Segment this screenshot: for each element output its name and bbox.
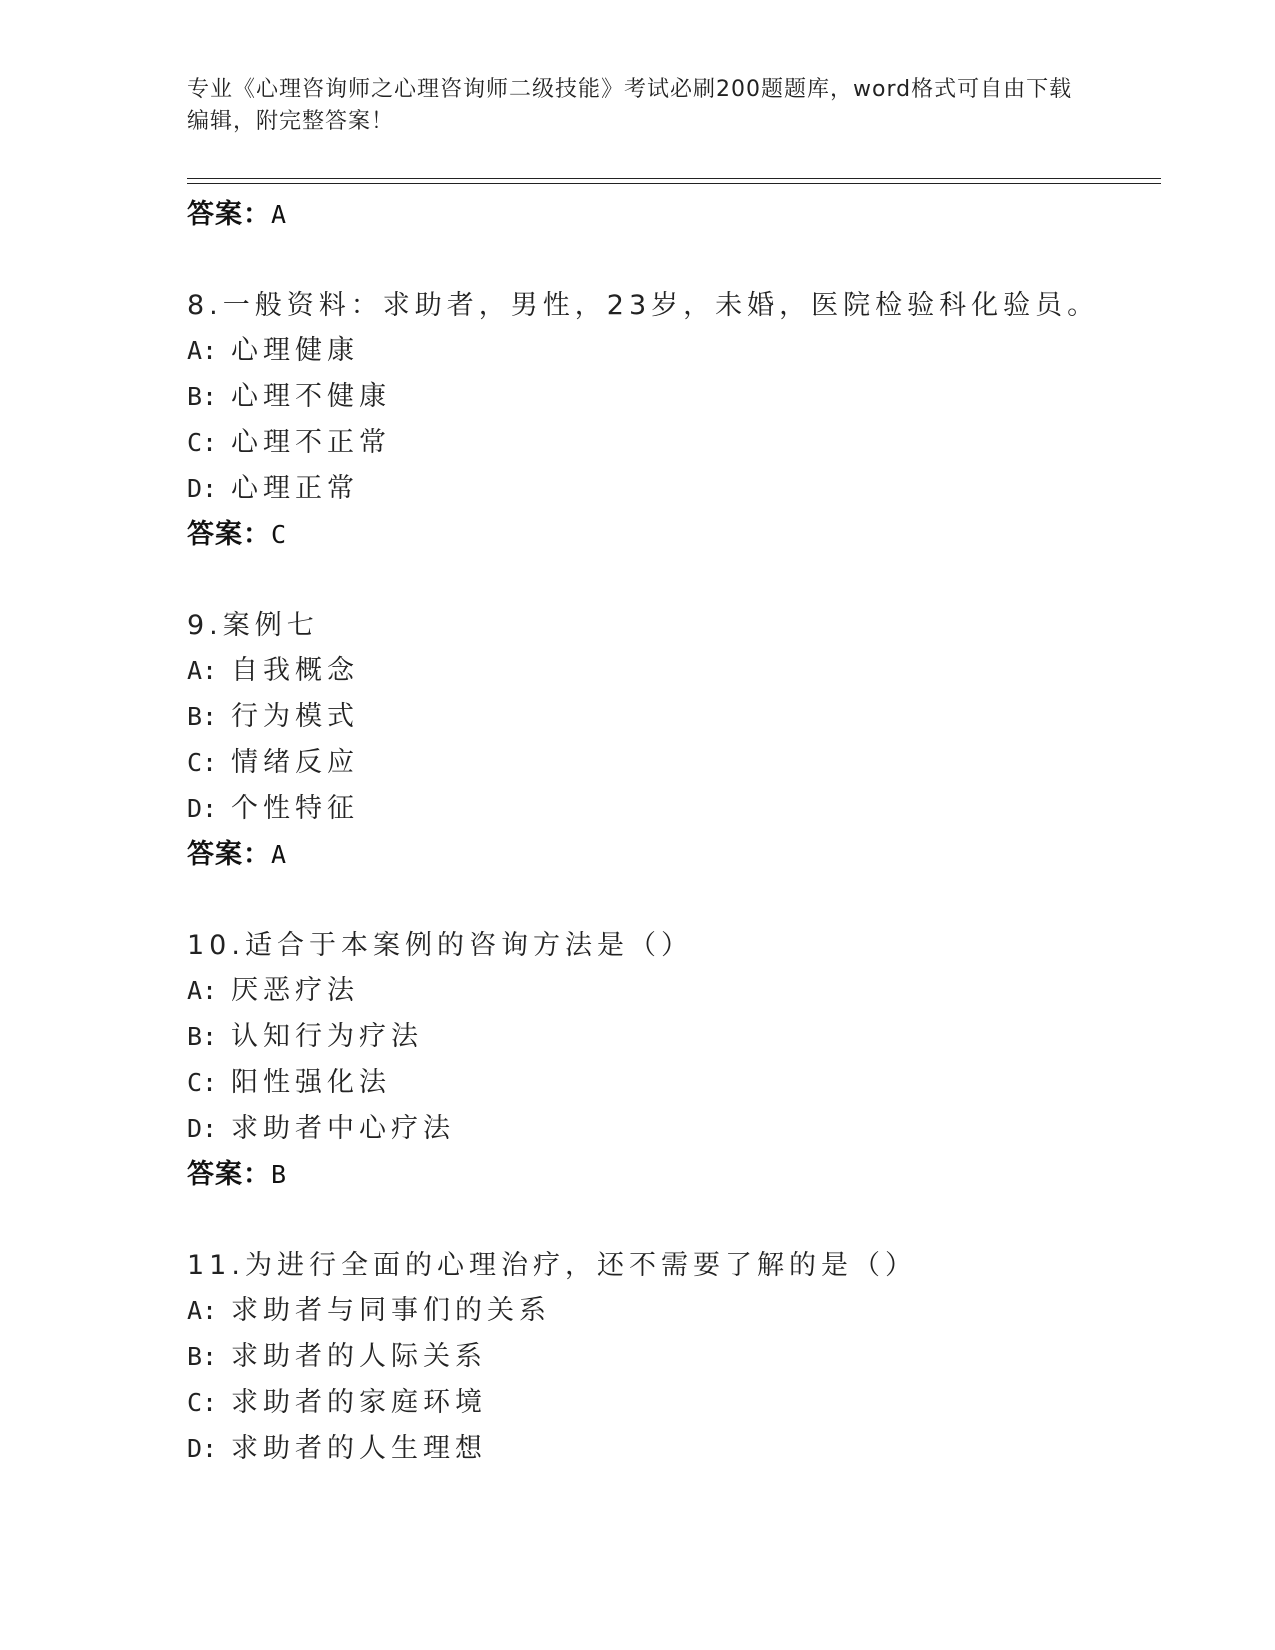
option-b <box>187 1334 1161 1380</box>
option-letter: A: <box>187 656 218 685</box>
answer-value: B <box>271 1160 288 1189</box>
option-d <box>187 466 1161 512</box>
question-list <box>187 192 1161 1472</box>
option-letter: C: <box>187 1388 218 1417</box>
question-stem: 9.案例七 <box>187 610 319 641</box>
option-a <box>187 648 1161 694</box>
option-text: 自我概念 <box>231 655 359 686</box>
option-letter: D: <box>187 794 218 823</box>
option-text: 心理不健康 <box>231 381 391 412</box>
answer-value: C <box>271 520 288 549</box>
option-letter: C: <box>187 1068 218 1097</box>
answer-label: 答案： <box>187 199 271 230</box>
option-letter: D: <box>187 1434 218 1463</box>
option-text: 情绪反应 <box>231 747 359 778</box>
option-text: 求助者中心疗法 <box>231 1113 455 1144</box>
option-text: 阳性强化法 <box>231 1067 391 1098</box>
answer-line <box>187 512 1161 557</box>
question-stem: 10.适合于本案例的咨询方法是（） <box>187 930 693 961</box>
option-text: 心理健康 <box>231 335 359 366</box>
option-text: 求助者的人生理想 <box>231 1433 487 1464</box>
option-c <box>187 1380 1161 1426</box>
option-letter: D: <box>187 474 218 503</box>
option-text: 认知行为疗法 <box>231 1021 423 1052</box>
answer-label: 答案： <box>187 1159 271 1190</box>
answer-value: A <box>271 840 288 869</box>
option-letter: B: <box>187 1022 218 1051</box>
answer-line <box>187 1152 1161 1197</box>
option-c <box>187 1060 1161 1106</box>
option-a <box>187 1288 1161 1334</box>
option-letter: B: <box>187 382 218 411</box>
header-text: 专业《心理咨询师之心理咨询师二级技能》考试必刷200题题库，word格式可自由下载编辑，附完整答案！ <box>187 77 1073 134</box>
option-c <box>187 420 1161 466</box>
option-a <box>187 968 1161 1014</box>
option-text: 厌恶疗法 <box>231 975 359 1006</box>
option-d <box>187 1426 1161 1472</box>
answer-value: A <box>271 200 288 229</box>
option-letter: B: <box>187 702 218 731</box>
option-text: 求助者的家庭环境 <box>231 1387 487 1418</box>
option-a <box>187 328 1161 374</box>
question-stem: 11.为进行全面的心理治疗，还不需要了解的是（） <box>187 1250 917 1281</box>
option-letter: C: <box>187 748 218 777</box>
option-letter: A: <box>187 336 218 365</box>
answer-line <box>187 192 1161 237</box>
option-b <box>187 374 1161 420</box>
option-letter: D: <box>187 1114 218 1143</box>
option-d <box>187 1106 1161 1152</box>
option-text: 行为模式 <box>231 701 359 732</box>
option-text: 心理不正常 <box>231 427 391 458</box>
option-letter: B: <box>187 1342 218 1371</box>
answer-line <box>187 832 1161 877</box>
option-b <box>187 694 1161 740</box>
header-divider-bottom <box>187 183 1161 184</box>
option-text: 求助者的人际关系 <box>231 1341 487 1372</box>
option-b <box>187 1014 1161 1060</box>
header-divider-top <box>187 178 1161 179</box>
answer-label: 答案： <box>187 839 271 870</box>
option-letter: A: <box>187 976 218 1005</box>
option-text: 求助者与同事们的关系 <box>231 1295 551 1326</box>
option-letter: A: <box>187 1296 218 1325</box>
document-header <box>187 74 1087 138</box>
option-d <box>187 786 1161 832</box>
option-letter: C: <box>187 428 218 457</box>
option-text: 个性特征 <box>231 793 359 824</box>
answer-label: 答案： <box>187 519 271 550</box>
option-text: 心理正常 <box>231 473 359 504</box>
question-stem: 8.一般资料：求助者，男性，23岁，未婚，医院检验科化验员。 <box>187 290 1100 321</box>
option-c <box>187 740 1161 786</box>
